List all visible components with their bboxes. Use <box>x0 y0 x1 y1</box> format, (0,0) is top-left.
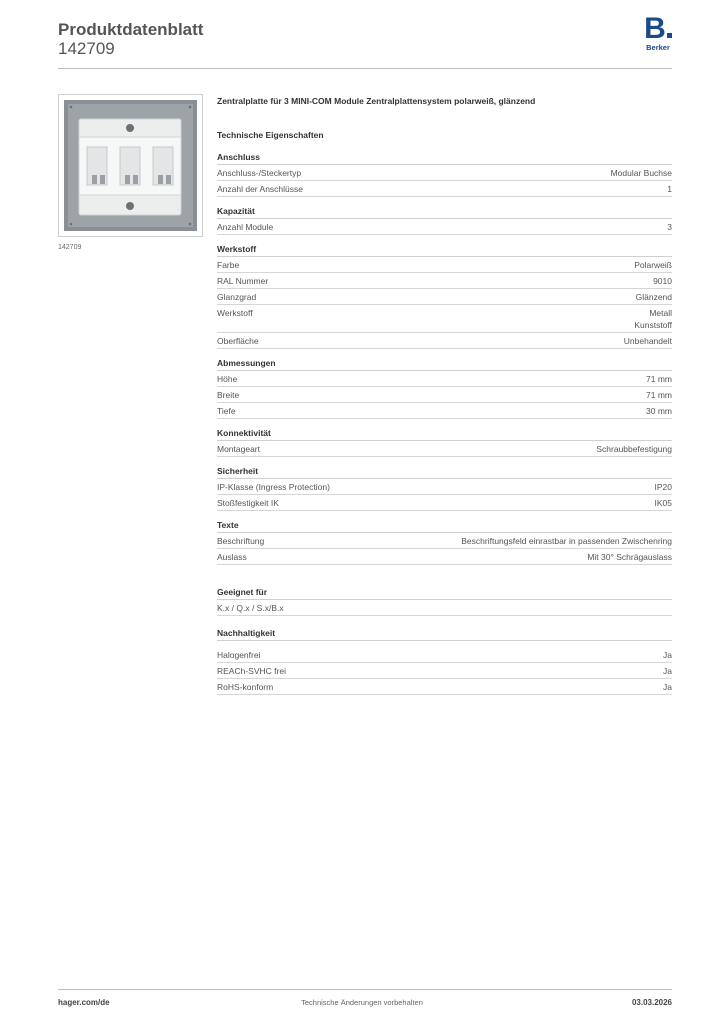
spec-label: Höhe <box>217 374 238 384</box>
section-title: Sicherheit <box>217 466 672 479</box>
spec-value <box>624 335 672 347</box>
spec-row <box>217 289 672 305</box>
spec-value-line: 9010 <box>653 276 672 286</box>
spec-row <box>217 305 672 333</box>
spec-row <box>217 181 672 197</box>
spec-section <box>217 152 672 197</box>
spec-label: Montageart <box>217 444 260 454</box>
spec-row <box>217 549 672 565</box>
spec-value <box>667 183 672 195</box>
image-caption: 142709 <box>58 244 82 251</box>
spec-row <box>217 663 672 679</box>
spec-label: Oberfläche <box>217 336 259 346</box>
spec-section <box>217 520 672 565</box>
footer-divider <box>58 989 672 990</box>
spec-value-line: Polarweiß <box>634 260 672 270</box>
spec-label: K.x / Q.x / S.x/B.x <box>217 603 284 613</box>
spec-row <box>217 273 672 289</box>
spec-row <box>217 165 672 181</box>
spec-row <box>217 403 672 419</box>
section-title: Abmessungen <box>217 358 672 371</box>
spec-value-line: Modular Buchse <box>610 168 672 178</box>
footer-disclaimer: Technische Änderungen vorbehalten <box>301 998 423 1007</box>
spec-label: Anzahl Module <box>217 222 274 232</box>
spec-value <box>461 535 672 547</box>
spec-row <box>217 647 672 663</box>
spec-label: Anzahl der Anschlüsse <box>217 184 303 194</box>
product-image <box>58 94 203 237</box>
spec-label: Halogenfrei <box>217 650 261 660</box>
spec-value <box>634 307 672 331</box>
berker-logo <box>641 12 675 52</box>
spec-section <box>217 466 672 511</box>
spec-label: Werkstoff <box>217 308 253 318</box>
section-title: Werkstoff <box>217 244 672 257</box>
footer-date: 03.03.2026 <box>631 998 672 1007</box>
spec-label: Farbe <box>217 260 240 270</box>
spec-section <box>217 428 672 457</box>
spec-value-line: 1 <box>667 184 672 194</box>
spec-label: Breite <box>217 390 240 400</box>
spec-value-line: 30 mm <box>646 406 672 416</box>
footer-website: hager.com/de <box>58 998 110 1007</box>
spec-value-line: IP20 <box>654 482 672 492</box>
spec-value-line: Kunststoff <box>634 320 672 330</box>
spec-value-line: Schraubbefestigung <box>596 444 672 454</box>
section-title: Nachhaltigkeit <box>217 628 672 641</box>
spec-value <box>646 405 672 417</box>
tech-properties-title: Technische Eigenschaften <box>217 130 324 140</box>
spec-value-line: Unbehandelt <box>623 336 672 346</box>
product-description: Zentralplatte für 3 MINI-COM Module Zentralplattensystem polarweiß, glänzend <box>217 96 536 106</box>
spec-row <box>217 219 672 235</box>
logo-word: Berker <box>646 43 670 52</box>
spec-value <box>587 551 672 563</box>
spec-value <box>653 275 672 287</box>
spec-value: Ja <box>663 666 672 676</box>
spec-row <box>217 387 672 403</box>
spec-value: Ja <box>663 682 672 692</box>
spec-value-line: 3 <box>667 222 672 232</box>
spec-row <box>217 533 672 549</box>
spec-label: Beschriftung <box>217 536 265 546</box>
spec-row <box>217 600 672 616</box>
spec-row <box>217 257 672 273</box>
spec-value-line: Metall <box>649 308 672 318</box>
spec-value <box>596 443 672 455</box>
spec-label: IP-Klasse (Ingress Protection) <box>217 482 330 492</box>
spec-value-line: IK05 <box>654 498 672 508</box>
section-sustainability <box>217 628 672 695</box>
spec-value <box>646 373 672 385</box>
section-title: Kapazität <box>217 206 672 219</box>
section-title: Anschluss <box>217 152 672 165</box>
spec-value-line: 71 mm <box>646 390 672 400</box>
header-divider <box>58 68 672 69</box>
spec-value <box>667 221 672 233</box>
spec-label: REACh-SVHC frei <box>217 666 286 676</box>
spec-value-line: Beschriftungsfeld einrastbar in passenden Zwischenring <box>461 536 672 546</box>
spec-label: Stoßfestigkeit IK <box>217 498 279 508</box>
page-title: Produktdatenblatt <box>58 20 204 39</box>
product-number: 142709 <box>58 39 115 58</box>
spec-row <box>217 333 672 349</box>
spec-value-line: Mit 30° Schrägauslass <box>587 552 672 562</box>
spec-label: RAL Nummer <box>217 276 269 286</box>
spec-label: Tiefe <box>217 406 236 416</box>
spec-section <box>217 206 672 235</box>
spec-value-line: 71 mm <box>646 374 672 384</box>
spec-label: Auslass <box>217 552 247 562</box>
section-title: Geeignet für <box>217 587 672 600</box>
spec-value: Ja <box>663 650 672 660</box>
spec-section <box>217 244 672 349</box>
section-title: Texte <box>217 520 672 533</box>
section-title: Konnektivität <box>217 428 672 441</box>
spec-row <box>217 679 672 695</box>
spec-row <box>217 495 672 511</box>
spec-row <box>217 441 672 457</box>
spec-section <box>217 358 672 419</box>
spec-value <box>655 497 673 509</box>
spec-label: RoHS-konform <box>217 682 274 692</box>
section-suitable <box>217 587 672 616</box>
spec-value <box>634 259 672 271</box>
spec-value <box>611 167 672 179</box>
logo-letter: B <box>644 12 666 45</box>
spec-row <box>217 371 672 387</box>
spec-label: Anschluss-/Steckertyp <box>217 168 302 178</box>
spec-content <box>217 96 672 704</box>
spec-label: Glanzgrad <box>217 292 257 302</box>
spec-row <box>217 479 672 495</box>
spec-value-line: Glänzend <box>635 292 672 302</box>
spec-value <box>655 481 673 493</box>
spec-value <box>646 389 672 401</box>
spec-sections <box>217 152 672 565</box>
spec-value <box>636 291 672 303</box>
